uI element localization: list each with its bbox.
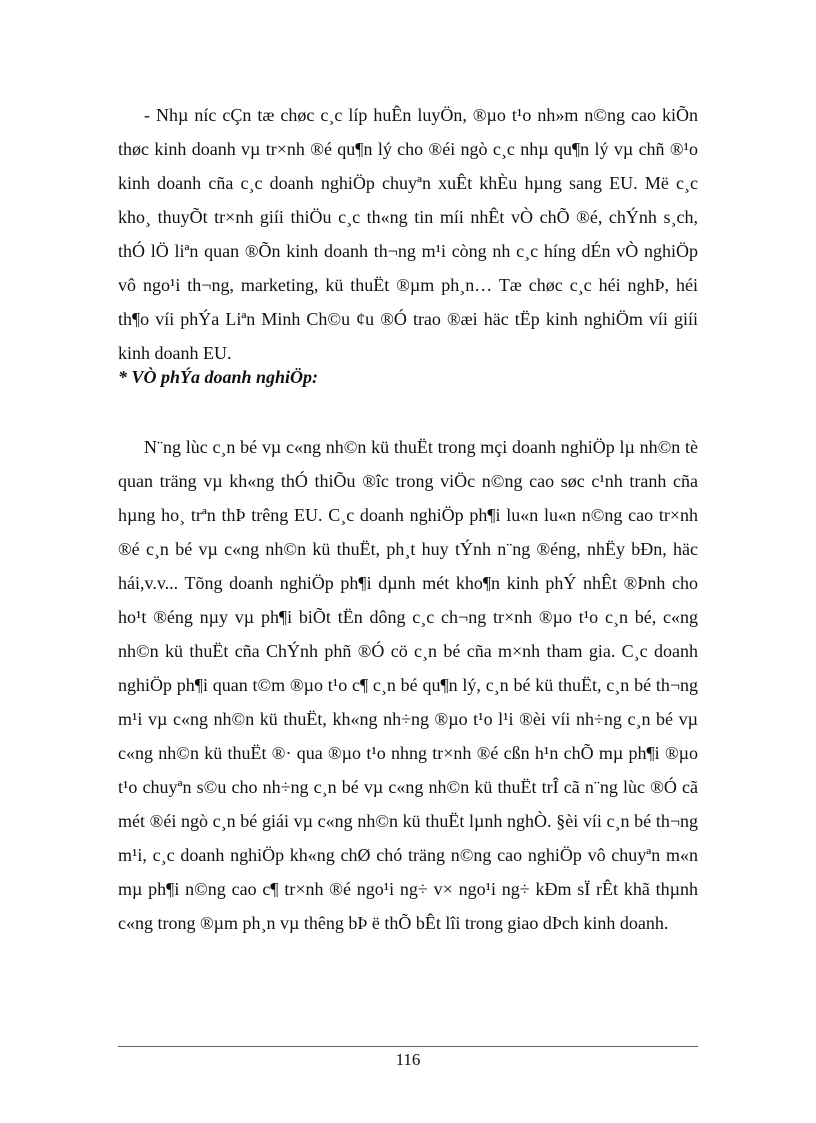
paragraph-enterprise: N¨ng lùc c¸n bé vµ c«ng nh©n kü thuËt trong mçi doanh nghiÖp lµ nh©n tè quan träng vµ kh«ng thÓ thiÕu ®îc trong viÖc n©ng cao søc c¹nh tranh cña hµng ho¸ trªn thÞ trêng EU. C¸c doanh nghiÖp ph¶i lu«n lu«n n©ng cao tr×nh ®é c¸n bé vµ c«ng nh©n kü thuËt, ph¸t huy tÝnh n¨ng ®éng, nhËy bÐn, häc hái,v.v... Tõng doanh nghiÖp ph¶i dµnh mét kho¶n kinh phÝ nhÊt ®Þnh cho ho¹t ®éng nµy vµ ph¶i biÕt tËn dông c¸c ch¬ng tr×nh ®µo t¹o c¸n bé, c«ng nh©n kü thuËt cña ChÝnh phñ ®Ó cö c¸n bé cña m×nh tham gia. C¸c doanh nghiÖp ph¶i quan t©m ®µo t¹o c¶ c¸n bé qu¶n lý, c¸n bé kü thuËt, c¸n bé th¬ng m¹i vµ c«ng nh©n kü thuËt, kh«ng nh÷ng ®µo t¹o l¹i ®èi víi nh÷ng c¸n bé vµ c«ng nh©n kü thuËt ®· qua ®µo t¹o nhng tr×nh ®é cßn h¹n chÕ mµ ph¶i ®µo t¹o chuyªn s©u cho nh÷ng c¸n bé vµ c«ng nh©n kü thuËt trÎ cã n¨ng lùc ®Ó cã mét ®éi ngò c¸n bé giái vµ c«ng nh©n kü thuËt lµnh nghÒ. §èi víi c¸n bé th¬ng m¹i, c¸c doanh nghiÖp kh«ng chØ chó träng n©ng cao nghiÖp vô chuyªn m«n mµ ph¶i n©ng cao c¶ tr×nh ®é ngo¹i ng÷ v× ngo¹i ng÷ kÐm sÏ rÊt khã thµnh c«ng trong ®µm ph¸n vµ thêng bÞ ë thÕ bÊt lîi trong giao dÞch kinh doanh. (118, 437, 698, 933)
page-number: 116 (395, 1050, 421, 1069)
section-heading: * VÒ phÝa doanh nghiÖp: (118, 367, 319, 387)
footer-divider (118, 1046, 698, 1047)
paragraph-training-state: - Nhµ níc cÇn tæ chøc c¸c líp huÊn luyÖn, ®µo t¹o nh»m n©ng cao kiÕn thøc kinh doanh vµ tr×nh ®é qu¶n lý cho ®éi ngò c¸c nhµ qu¶n lý vµ chñ ®¹o kinh doanh cña c¸c doanh nghiÖp chuyªn xuÊt khÈu hµng sang EU. Më c¸c kho¸ thuyÕt tr×nh giíi thiÖu c¸c th«ng tin míi nhÊt vÒ chÕ ®é, chÝnh s¸ch, thÓ lÖ liªn quan ®Õn kinh doanh th¬ng m¹i còng nh c¸c híng dÉn vÒ nghiÖp vô ngo¹i th¬ng, marketing, kü thuËt ®µm ph¸n… Tæ chøc c¸c héi nghÞ, héi th¶o víi phÝa Liªn Minh Ch©u ¢u ®Ó trao ®æi häc tËp kinh nghiÖm víi giíi kinh doanh EU. (118, 105, 698, 363)
